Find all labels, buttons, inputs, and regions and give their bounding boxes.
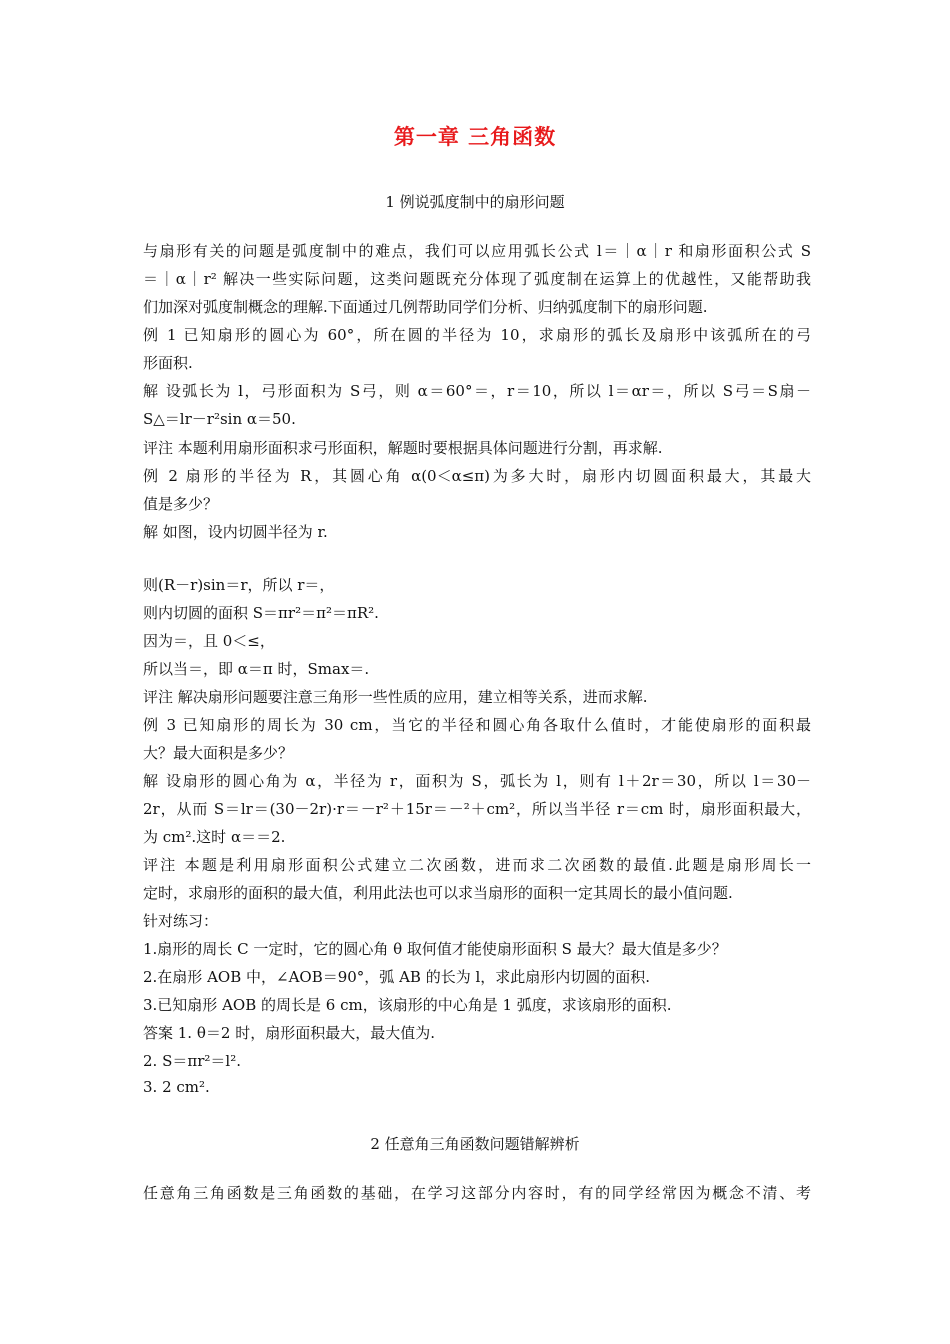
example-line: 值是多少？ [143,495,219,513]
solution-line: 解 设扇形的圆心角为 α，半径为 r，面积为 S，弧长为 l，则有 l＋2r＝30，所以 l＝30－ [143,772,811,790]
comment-line: 评注 本题利用扇形面积求弓形面积，解题时要根据具体问题进行分割，再求解. [143,439,663,457]
solution-line: 为 cm².这时 α＝＝2. [143,828,286,846]
exercise-item: 3.已知扇形 AOB 的周长是 6 cm，该扇形的中心角是 1 弧度，求该扇形的面积. [143,996,672,1014]
answer-line: 2. S＝πr²＝l². [143,1052,241,1070]
answer-line: 3. 2 cm². [143,1078,210,1096]
solution-line: 因为＝，且 0＜≤， [143,632,275,650]
exercise-item: 1.扇形的周长 C 一定时，它的圆心角 θ 取何值才能使扇形面积 S 最大？最大值是多少？ [143,940,727,958]
exercise-heading: 针对练习： [143,912,219,930]
paragraph-line: ＝｜α｜r² 解决一些实际问题，这类问题既充分体现了弧度制在运算上的优越性，又能帮助我 [143,270,811,288]
example-line: 例 2 扇形的半径为 R，其圆心角 α(0＜α≤π)为多大时，扇形内切圆面积最大，其最大 [143,467,811,485]
exercise-item: 2.在扇形 AOB 中，∠AOB＝90°，弧 AB 的长为 l，求此扇形内切圆的面积. [143,968,651,986]
solution-line: 则内切圆的面积 S＝πr²＝π²＝πR². [143,604,379,622]
solution-line: 解 如图，设内切圆半径为 r. [143,523,328,541]
example-line: 形面积. [143,354,193,372]
section-title-2: 2 任意角三角函数问题错解辨析 [370,1135,580,1153]
example-line: 大？最大面积是多少？ [143,744,294,762]
paragraph-line: 与扇形有关的问题是弧度制中的难点，我们可以应用弧长公式 l＝｜α｜r 和扇形面积公式 S [143,242,811,260]
comment-line: 定时，求扇形的面积的最大值，利用此法也可以求当扇形的面积一定其周长的最小值问题. [143,884,733,902]
answer-line: 答案 1. θ＝2 时，扇形面积最大，最大值为. [143,1024,435,1042]
solution-line: 所以当＝，即 α＝π 时，Smax＝. [143,660,370,678]
example-line: 例 1 已知扇形的圆心为 60°，所在圆的半径为 10，求扇形的弧长及扇形中该弧所在的弓 [143,326,811,344]
chapter-title: 第一章 三角函数 [393,124,557,149]
solution-line: S△＝lr－r²sin α＝50. [143,410,296,428]
comment-line: 评注 解决扇形问题要注意三角形一些性质的应用，建立相等关系，进而求解. [143,688,648,706]
paragraph-line: 任意角三角函数是三角函数的基础，在学习这部分内容时，有的同学经常因为概念不清、考 [143,1184,811,1202]
solution-line: 解 设弧长为 l，弓形面积为 S弓，则 α＝60°＝，r＝10，所以 l＝αr＝，所以 S弓＝S扇－ [143,382,811,400]
example-line: 例 3 已知扇形的周长为 30 cm，当它的半径和圆心角各取什么值时，才能使扇形的面积最 [143,716,811,734]
paragraph-line: 们加深对弧度制概念的理解.下面通过几例帮助同学们分析、归纳弧度制下的扇形问题. [143,298,708,316]
solution-line: 则(R－r)sin＝r，所以 r＝， [143,576,335,594]
solution-line: 2r，从而 S＝lr＝(30－2r)·r＝－r²＋15r＝－²＋cm²，所以当半径 r＝cm 时，扇形面积最大， [143,800,811,818]
section-title-1: 1 例说弧度制中的扇形问题 [385,193,565,211]
comment-line: 评注 本题是利用扇形面积公式建立二次函数，进而求二次函数的最值.此题是扇形周长一 [143,856,811,874]
